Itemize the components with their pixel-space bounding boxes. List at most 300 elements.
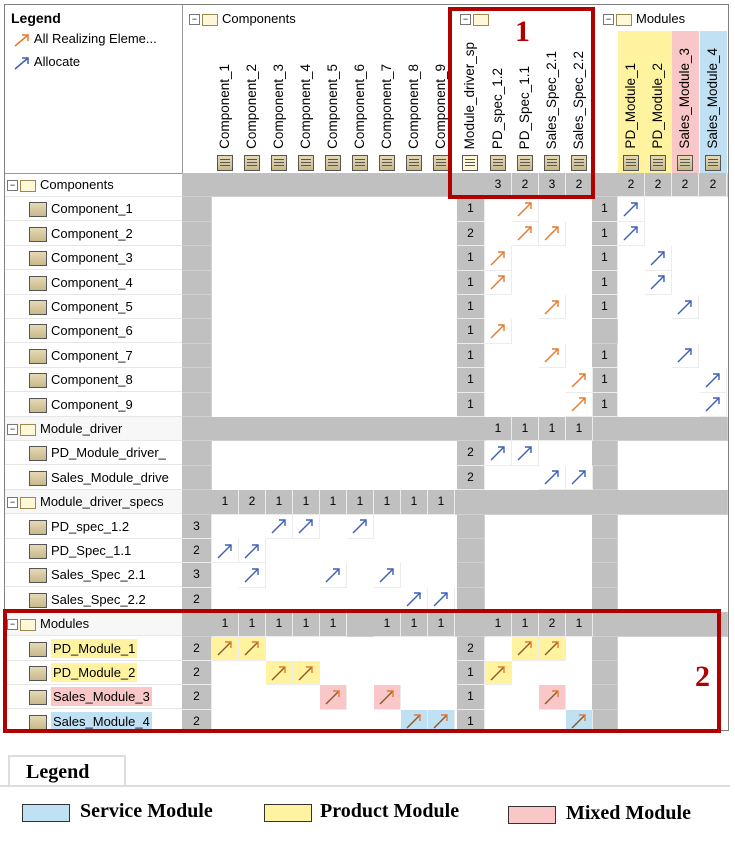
cell-value: 3 <box>193 518 200 533</box>
count-cell[interactable] <box>592 246 618 270</box>
column-header[interactable] <box>401 31 428 173</box>
column-header-label: Sales_Spec_2.1 <box>544 50 559 149</box>
cell-value: 2 <box>627 177 635 191</box>
dependency-cell[interactable] <box>266 515 293 539</box>
dependency-cell[interactable] <box>239 563 266 587</box>
column-header-label: Component_8 <box>406 64 421 149</box>
cell-value: 2 <box>248 494 256 509</box>
count-cell[interactable] <box>457 222 485 246</box>
component-icon <box>29 202 47 217</box>
service-module-label: Service Module <box>80 800 213 822</box>
mixed-module-swatch <box>508 806 556 824</box>
count-cell[interactable] <box>592 197 618 221</box>
folder-icon <box>20 180 36 192</box>
allocate-arrow-icon <box>406 591 422 607</box>
cell-value: 1 <box>467 713 474 728</box>
allocate-arrow-icon <box>677 299 693 315</box>
row-label: Component_8 <box>51 372 133 388</box>
count-cell[interactable] <box>592 563 618 587</box>
dependency-cell[interactable] <box>645 271 672 295</box>
component-icon <box>244 155 260 171</box>
cell-value: 1 <box>410 494 418 509</box>
column-headers <box>5 5 728 173</box>
cell-value: 2 <box>467 640 474 655</box>
service-module-swatch <box>22 804 70 822</box>
component-icon <box>298 155 314 171</box>
collapse-icon[interactable]: − <box>7 619 18 630</box>
count-cell[interactable] <box>592 393 618 417</box>
allocate-arrow-icon <box>352 518 368 534</box>
folder-icon <box>20 424 36 436</box>
count-cell[interactable] <box>182 319 212 343</box>
dependency-cell[interactable] <box>566 368 593 392</box>
cell-value: 2 <box>193 713 200 728</box>
legend-title: Legend <box>11 10 61 26</box>
component-icon <box>705 155 721 171</box>
header-count[interactable] <box>618 173 645 197</box>
header-count[interactable] <box>485 417 512 441</box>
header-count[interactable] <box>672 173 699 197</box>
component-icon <box>406 155 422 171</box>
column-header-label: Sales_Module_3 <box>677 48 692 149</box>
count-cell[interactable] <box>182 271 212 295</box>
cell-value: 2 <box>681 177 689 191</box>
cell-value: 1 <box>410 616 418 631</box>
allocate-arrow-icon <box>650 250 666 266</box>
column-header-label: PD_Module_1 <box>623 63 638 149</box>
row-label: PD_spec_1.2 <box>51 518 130 534</box>
dependency-cell[interactable] <box>212 539 239 563</box>
component-icon <box>29 520 47 535</box>
collapse-icon[interactable]: − <box>189 14 200 25</box>
legend-item-label: All Realizing Eleme... <box>33 31 157 46</box>
component-icon <box>271 155 287 171</box>
cell-value: 1 <box>467 274 474 289</box>
cell-value: 1 <box>467 396 474 411</box>
count-cell[interactable] <box>182 441 212 465</box>
row-label: Sales_Module_4 <box>53 713 150 729</box>
folder-icon <box>20 497 36 509</box>
count-cell[interactable] <box>182 393 212 417</box>
cell-value: 2 <box>193 543 200 557</box>
row-label: Sales_Module_drive <box>51 469 169 485</box>
allocate-arrow-icon <box>705 396 721 412</box>
dependency-cell[interactable] <box>539 295 566 319</box>
component-icon <box>29 471 47 486</box>
count-cell[interactable] <box>457 466 485 490</box>
allocate-arrow-icon <box>244 567 260 583</box>
component-icon <box>29 446 47 461</box>
count-cell[interactable] <box>592 539 618 563</box>
count-cell[interactable] <box>592 319 618 343</box>
header-count[interactable] <box>266 490 293 514</box>
row-label: Components <box>40 177 114 192</box>
dependency-cell[interactable] <box>374 563 401 587</box>
row-group[interactable] <box>5 490 182 514</box>
allocate-arrow-icon <box>325 567 341 583</box>
realize-arrow-icon <box>544 299 560 315</box>
cell-value: 1 <box>548 421 556 435</box>
row-item[interactable] <box>5 563 182 587</box>
product-module-label: Product Module <box>320 800 460 822</box>
cell-value: 1 <box>221 616 229 631</box>
dependency-cell[interactable] <box>485 441 512 465</box>
mixed-module-label: Mixed Module <box>566 802 691 824</box>
allocate-arrow-icon <box>544 469 560 485</box>
count-cell[interactable] <box>182 246 212 270</box>
component-icon <box>29 276 47 291</box>
header-count[interactable] <box>239 490 266 514</box>
component-icon <box>29 300 47 315</box>
realize-arrow-icon <box>544 347 560 363</box>
row-label: Component_3 <box>51 250 133 266</box>
count-cell[interactable] <box>592 441 618 465</box>
cell-value: 2 <box>575 177 583 191</box>
count-cell[interactable] <box>457 393 485 417</box>
row-item[interactable] <box>5 197 182 221</box>
row-item[interactable] <box>5 515 182 539</box>
dependency-cell[interactable] <box>485 319 512 343</box>
row-item[interactable] <box>5 222 182 246</box>
cell-value: 1 <box>302 616 310 631</box>
dependency-cell[interactable] <box>672 344 699 368</box>
row-group[interactable] <box>5 173 182 197</box>
allocate-arrow-icon <box>217 543 233 559</box>
realize-arrow-icon <box>490 274 506 290</box>
cell-value: 1 <box>521 421 529 435</box>
cell-value: 1 <box>221 494 229 509</box>
count-cell[interactable] <box>182 197 212 221</box>
cell-value: 1 <box>383 494 391 509</box>
column-header-label: Component_4 <box>298 64 313 149</box>
count-cell[interactable] <box>182 563 212 587</box>
row-item[interactable] <box>5 368 182 392</box>
row-label: Modules <box>40 616 90 632</box>
realize-arrow-icon <box>571 372 587 388</box>
realize-arrow-icon <box>490 250 506 266</box>
count-cell[interactable] <box>592 222 618 246</box>
row-item[interactable] <box>5 344 182 368</box>
column-header-label: Sales_Module_4 <box>705 48 720 149</box>
column-header[interactable] <box>700 31 727 173</box>
count-cell[interactable] <box>457 368 485 392</box>
cell-value: 1 <box>329 494 337 509</box>
callout-box-2 <box>3 609 721 733</box>
realize-arrow-icon <box>544 225 560 241</box>
count-cell[interactable] <box>457 319 485 343</box>
callout-number-1: 1 <box>515 15 530 48</box>
cell-value: 1 <box>467 201 474 216</box>
cell-value: 2 <box>709 177 717 191</box>
cell-value: 2 <box>193 665 200 679</box>
column-header[interactable] <box>266 31 293 173</box>
count-cell[interactable] <box>592 344 618 368</box>
cell-value: 2 <box>193 640 200 655</box>
component-icon <box>677 155 693 171</box>
cell-value: 1 <box>494 616 502 631</box>
component-icon <box>352 155 368 171</box>
count-cell[interactable] <box>592 515 618 539</box>
count-cell[interactable] <box>182 466 212 490</box>
component-icon <box>29 593 47 608</box>
cell-value: 1 <box>467 689 474 704</box>
component-icon <box>623 155 639 171</box>
cell-value: 3 <box>193 567 200 582</box>
allocate-arrow-icon <box>677 347 693 363</box>
cell-value: 1 <box>383 616 391 631</box>
allocate-arrow-icon <box>650 274 666 290</box>
row-item[interactable] <box>5 393 182 417</box>
component-icon <box>29 398 47 413</box>
header-count[interactable] <box>347 490 374 514</box>
cell-value: 1 <box>601 396 608 411</box>
dependency-cell[interactable] <box>700 368 727 392</box>
count-cell[interactable] <box>182 515 212 539</box>
dependency-cell[interactable] <box>618 197 645 221</box>
dependency-cell[interactable] <box>700 393 727 417</box>
count-cell[interactable] <box>592 271 618 295</box>
column-header-label: Component_7 <box>379 64 394 149</box>
header-count[interactable] <box>700 173 727 197</box>
count-cell[interactable] <box>182 344 212 368</box>
cell-value: 2 <box>193 591 200 606</box>
collapse-icon[interactable]: − <box>7 180 18 191</box>
cell-value: 3 <box>494 177 502 191</box>
dependency-cell[interactable] <box>539 222 566 246</box>
cell-value: 1 <box>467 372 474 387</box>
realize-arrow-icon <box>517 225 533 241</box>
column-header[interactable] <box>645 31 672 173</box>
collapse-icon[interactable]: − <box>7 424 18 435</box>
row-label: PD_Module_1 <box>53 640 136 656</box>
cell-value: 1 <box>275 616 283 631</box>
row-item[interactable] <box>5 539 182 563</box>
row-label: Component_6 <box>51 323 133 339</box>
count-cell[interactable] <box>592 295 618 319</box>
dependency-cell[interactable] <box>539 466 566 490</box>
cell-value: 2 <box>654 177 662 191</box>
dependency-cell[interactable] <box>239 539 266 563</box>
row-label: Sales_Spec_2.2 <box>51 591 146 607</box>
column-header-label: Module_driver_sp <box>462 41 477 149</box>
row-item[interactable] <box>5 295 182 319</box>
dependency-cell[interactable] <box>566 393 593 417</box>
dependency-cell[interactable] <box>293 515 320 539</box>
header-count[interactable] <box>566 417 593 441</box>
cell-value: 1 <box>275 494 283 509</box>
count-cell[interactable] <box>457 344 485 368</box>
dependency-cell[interactable] <box>320 563 347 587</box>
cell-value: 1 <box>467 665 474 679</box>
count-cell[interactable] <box>457 539 485 563</box>
header-count[interactable] <box>374 490 401 514</box>
cell-value: 2 <box>467 469 474 484</box>
cell-value: 1 <box>467 299 474 313</box>
row-label: Component_1 <box>51 201 133 217</box>
column-header[interactable] <box>293 31 320 173</box>
column-header-label: Component_3 <box>271 64 286 149</box>
row-item[interactable] <box>5 271 182 295</box>
group-band[interactable] <box>182 417 728 441</box>
allocate-arrow-icon <box>490 445 506 461</box>
dependency-cell[interactable] <box>512 222 539 246</box>
row-label: Sales_Module_3 <box>53 689 150 705</box>
cell-value: 1 <box>467 250 474 265</box>
count-cell[interactable] <box>457 295 485 319</box>
component-icon <box>29 544 47 559</box>
dependency-cell[interactable] <box>672 295 699 319</box>
bottom-legend <box>0 785 730 845</box>
row-item[interactable] <box>5 466 182 490</box>
allocate-arrow-icon <box>298 518 314 534</box>
allocate-arrow-icon <box>623 201 639 217</box>
row-label: Component_9 <box>51 396 133 412</box>
dependency-cell[interactable] <box>485 246 512 270</box>
component-icon <box>29 568 47 583</box>
column-header-label: Component_5 <box>325 64 340 149</box>
dependency-cell[interactable] <box>566 466 593 490</box>
allocate-arrow-icon <box>517 445 533 461</box>
cell-value: 1 <box>329 616 337 631</box>
allocate-arrow-icon <box>271 518 287 534</box>
component-icon <box>29 227 47 242</box>
dependency-cell[interactable] <box>485 271 512 295</box>
cell-value: 1 <box>601 347 608 362</box>
dependency-cell[interactable] <box>512 197 539 221</box>
realize-arrow-icon <box>517 201 533 217</box>
row-item[interactable] <box>5 319 182 343</box>
bottom-legend-title: Legend <box>8 755 126 785</box>
component-icon <box>650 155 666 171</box>
dependency-cell[interactable] <box>618 222 645 246</box>
header-count[interactable] <box>539 417 566 441</box>
cell-value: 1 <box>575 616 583 631</box>
header-count[interactable] <box>212 490 239 514</box>
cell-value: 1 <box>575 421 583 435</box>
count-cell[interactable] <box>457 246 485 270</box>
row-label: Component_7 <box>51 347 133 363</box>
column-header-label: Component_6 <box>352 64 367 149</box>
allocate-arrow-icon <box>623 225 639 241</box>
cell-value: 2 <box>521 177 529 191</box>
cell-value: 1 <box>601 250 608 265</box>
cell-value: 2 <box>548 616 556 631</box>
cell-value: 3 <box>548 177 556 191</box>
column-header[interactable] <box>374 31 401 173</box>
row-label: Module_driver_specs <box>40 494 164 510</box>
cell-value: 1 <box>601 274 608 289</box>
column-header-label: Sales_Spec_2.2 <box>571 50 586 149</box>
collapse-icon[interactable]: − <box>603 14 614 25</box>
cell-value: 2 <box>467 225 474 240</box>
component-icon <box>217 155 233 171</box>
header-count[interactable] <box>320 490 347 514</box>
allocate-arrow-icon <box>433 591 449 607</box>
column-header-label: PD_Module_2 <box>650 63 665 149</box>
cell-value: 1 <box>437 616 445 631</box>
realize-arrow-icon <box>571 396 587 412</box>
dependency-cell[interactable] <box>347 515 374 539</box>
row-label: PD_Module_2 <box>53 665 136 680</box>
allocate-arrow-icon <box>244 543 260 559</box>
cell-value: 1 <box>302 494 310 509</box>
count-cell[interactable] <box>182 539 212 563</box>
allocate-arrow-icon <box>379 567 395 583</box>
cell-value: 1 <box>601 225 608 240</box>
count-cell[interactable] <box>592 368 618 392</box>
dependency-cell[interactable] <box>539 344 566 368</box>
count-cell[interactable] <box>592 466 618 490</box>
header-count[interactable] <box>401 490 428 514</box>
row-label: Component_4 <box>51 274 133 290</box>
row-label: PD_Spec_1.1 <box>51 543 132 558</box>
component-icon <box>29 251 47 266</box>
cell-value: 1 <box>521 616 529 631</box>
column-header[interactable] <box>672 31 699 173</box>
component-icon <box>325 155 341 171</box>
cell-value: 1 <box>467 323 474 338</box>
collapse-icon[interactable]: − <box>460 14 471 25</box>
dependency-cell[interactable] <box>645 246 672 270</box>
row-label: Component_5 <box>51 299 133 314</box>
cell-value: 2 <box>193 689 200 704</box>
allocate-arrow-icon <box>571 469 587 485</box>
cell-value: 2 <box>467 445 474 460</box>
count-cell[interactable] <box>457 197 485 221</box>
column-header[interactable] <box>618 31 645 173</box>
cell-value: 1 <box>494 421 502 435</box>
column-group-label: Modules <box>636 11 686 26</box>
cell-value: 1 <box>467 347 474 362</box>
column-header[interactable] <box>320 31 347 173</box>
count-cell[interactable] <box>182 295 212 319</box>
header-count[interactable] <box>512 417 539 441</box>
component-icon <box>29 373 47 388</box>
component-icon <box>379 155 395 171</box>
row-item[interactable] <box>5 246 182 270</box>
row-label: Sales_Spec_2.1 <box>51 567 146 583</box>
header-count[interactable] <box>293 490 320 514</box>
cell-value: 1 <box>601 299 608 313</box>
header-count[interactable] <box>428 490 455 514</box>
row-label: Component_2 <box>51 225 133 241</box>
product-module-swatch <box>264 804 312 822</box>
cell-value: 1 <box>437 494 445 509</box>
count-cell[interactable] <box>457 271 485 295</box>
column-header-label: Component_9 <box>433 64 448 149</box>
column-header[interactable] <box>347 31 374 173</box>
row-item[interactable] <box>5 441 182 465</box>
column-header[interactable] <box>212 31 239 173</box>
header-count[interactable] <box>645 173 672 197</box>
realize-arrow-icon <box>490 323 506 339</box>
column-header-label: PD_spec_1.2 <box>490 67 505 149</box>
count-cell[interactable] <box>457 563 485 587</box>
column-header[interactable] <box>239 31 266 173</box>
count-cell[interactable] <box>182 222 212 246</box>
column-header-label: Component_2 <box>244 64 259 149</box>
allocate-arrow-icon <box>705 372 721 388</box>
count-cell[interactable] <box>182 368 212 392</box>
dependency-cell[interactable] <box>512 441 539 465</box>
column-header-label: Component_1 <box>217 64 232 149</box>
count-cell[interactable] <box>457 441 485 465</box>
collapse-icon[interactable]: − <box>7 497 18 508</box>
cell-value: 1 <box>248 616 256 631</box>
count-cell[interactable] <box>457 515 485 539</box>
row-group[interactable] <box>5 417 182 441</box>
cell-value: 1 <box>356 494 364 509</box>
